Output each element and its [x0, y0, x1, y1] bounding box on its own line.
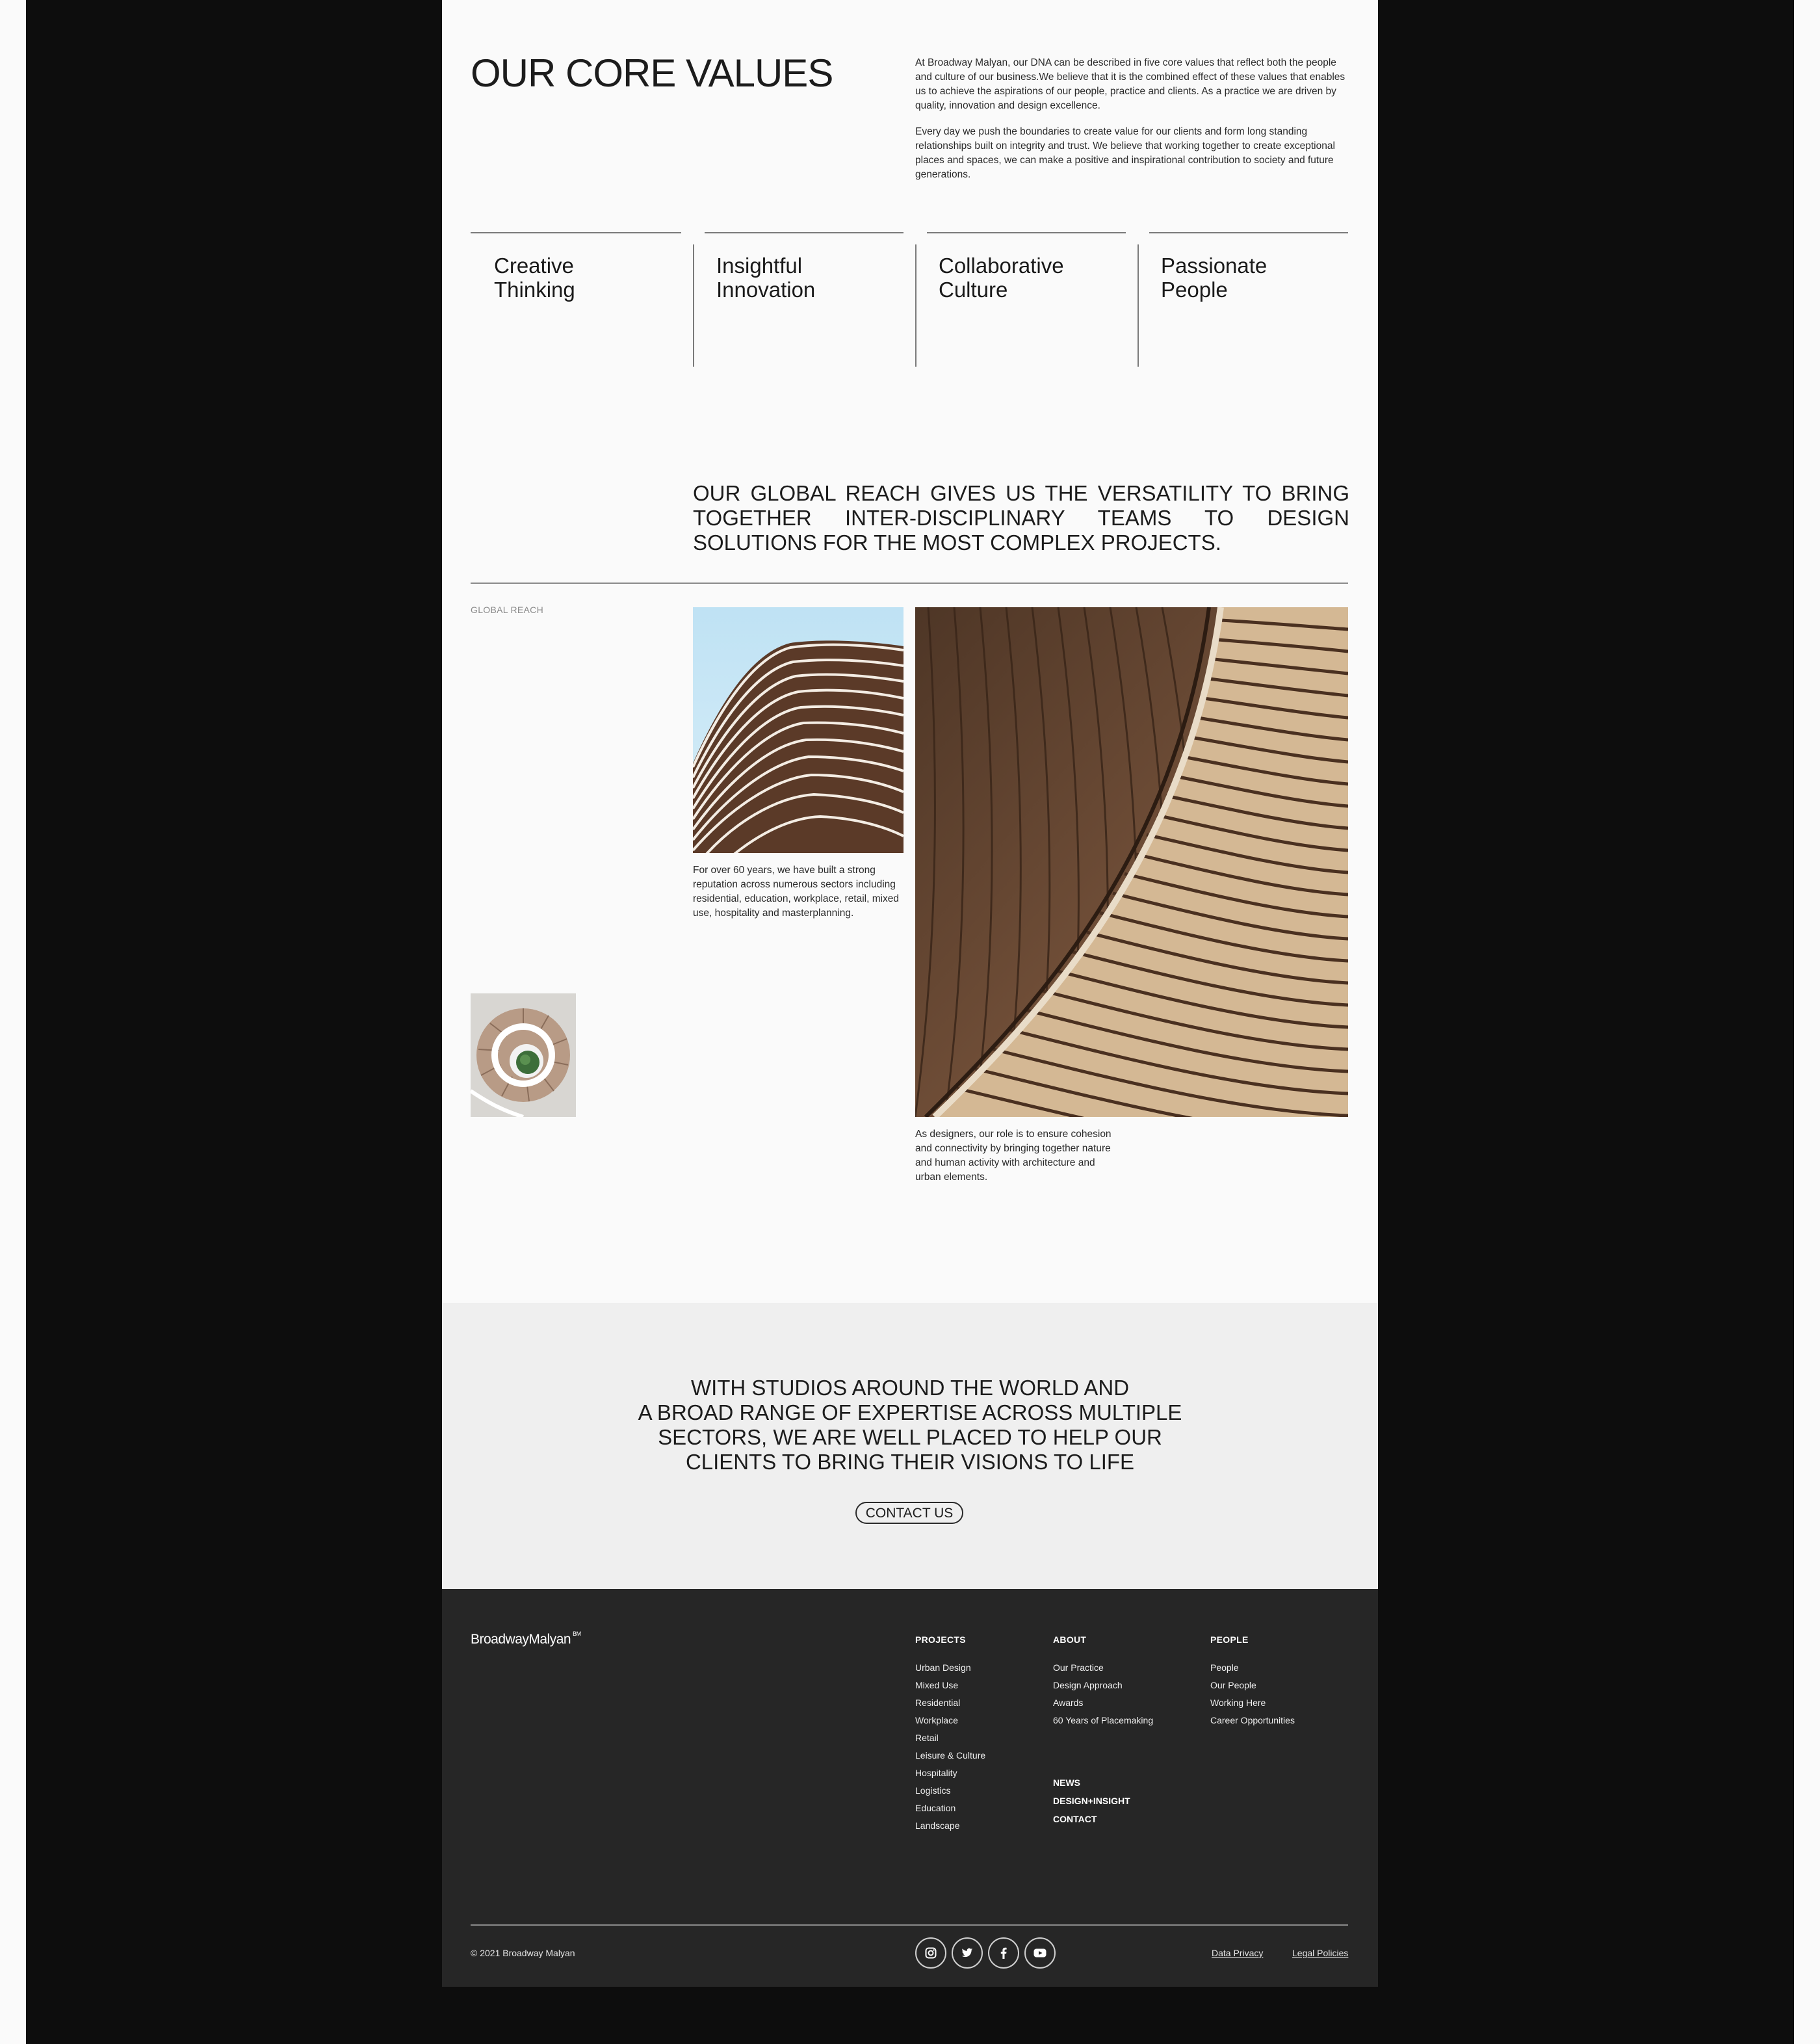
- cta-line: WITH STUDIOS AROUND THE WORLD AND: [690, 1376, 1130, 1400]
- timber-ceiling-photo: [915, 607, 1348, 1117]
- divider: [471, 1924, 1348, 1926]
- footer-link[interactable]: Retail: [915, 1733, 939, 1743]
- divider: [471, 583, 1348, 584]
- footer-link[interactable]: Landscape: [915, 1820, 960, 1831]
- divider: [915, 244, 916, 367]
- intro-paragraph: Every day we push the boundaries to create value for our clients and form long standing relationships built on integrity and trust. We believe that working together to create exceptional places and spaces, we can make a positive and inspirational contribution to society and future generations.: [915, 126, 1335, 180]
- logo[interactable]: [471, 1632, 581, 1647]
- footer-link-contact[interactable]: CONTACT: [1053, 1814, 1097, 1824]
- section-label: GLOBAL REACH: [471, 605, 544, 615]
- contact-us-button[interactable]: CONTACT US: [855, 1502, 963, 1524]
- divider: [927, 232, 1126, 233]
- footer-about-column: [1053, 1634, 1153, 1828]
- footer-link[interactable]: Logistics: [915, 1785, 951, 1796]
- footer-projects-column: [915, 1634, 985, 1835]
- footer-link[interactable]: Career Opportunities: [1210, 1715, 1295, 1725]
- footer-link[interactable]: 60 Years of Placemaking: [1053, 1715, 1154, 1725]
- footer-link[interactable]: People: [1210, 1662, 1239, 1673]
- footer: [442, 1589, 1378, 1987]
- global-reach-quote: OUR GLOBAL REACH GIVES US THE VERSATILITY TO BRING TOGETHER INTER-DISCIPLINARY TEAMS TO DESIGN SOLUTIONS FOR THE MOST COMPLEX PROJECTS.: [693, 481, 1349, 555]
- youtube-button[interactable]: [1024, 1937, 1056, 1969]
- value-collaborative-culture: Collaborative Culture: [939, 254, 1064, 302]
- divider: [471, 232, 681, 233]
- legal-policies-link[interactable]: Legal Policies: [1292, 1948, 1349, 1958]
- caption: As designers, our role is to ensure cohesion and connectivity by bringing together nature and human activity with architecture and urban elements.: [915, 1129, 1112, 1183]
- intro-paragraph: At Broadway Malyan, our DNA can be described in five core values that reflect both the people and culture of our business.We believe that it is the combined effect of these values that enables us to achieve the aspirations of our people, practice and clients. As a practice we are driven by quality, innovation and design excellence.: [915, 57, 1346, 111]
- footer-link[interactable]: Residential: [915, 1697, 961, 1708]
- logo-text: BroadwayMalyan: [471, 1632, 571, 1647]
- footer-heading-people[interactable]: PEOPLE: [1210, 1634, 1249, 1645]
- logo-mark: BM: [573, 1631, 581, 1637]
- caption: For over 60 years, we have built a strong reputation across numerous sectors including residential, education, workplace, retail, mixed use, hospitality and masterplanning.: [693, 865, 900, 919]
- cta-line: SECTORS, WE ARE WELL PLACED TO HELP OUR: [658, 1425, 1162, 1449]
- footer-link[interactable]: Leisure & Culture: [915, 1750, 986, 1761]
- divider: [705, 232, 904, 233]
- footer-link-news[interactable]: NEWS: [1053, 1777, 1080, 1788]
- instagram-icon: [925, 1947, 937, 1959]
- cta-line: A BROAD RANGE OF EXPERTISE ACROSS MULTIPLE: [638, 1400, 1182, 1424]
- footer-link[interactable]: Design Approach: [1053, 1680, 1123, 1690]
- footer-link[interactable]: Our Practice: [1053, 1662, 1104, 1673]
- footer-heading-projects[interactable]: PROJECTS: [915, 1634, 966, 1645]
- footer-link[interactable]: Working Here: [1210, 1697, 1266, 1708]
- value-insightful-innovation: Insightful Innovation: [716, 254, 816, 302]
- core-values-title: OUR CORE VALUES: [471, 51, 833, 95]
- twitter-button[interactable]: [952, 1937, 983, 1969]
- footer-link[interactable]: Urban Design: [915, 1662, 971, 1673]
- footer-link[interactable]: Mixed Use: [915, 1680, 959, 1690]
- youtube-icon: [1034, 1948, 1046, 1958]
- building-photo: [693, 607, 904, 853]
- footer-link[interactable]: Hospitality: [915, 1768, 957, 1778]
- page: [442, 0, 1378, 1987]
- footer-link[interactable]: Our People: [1210, 1680, 1256, 1690]
- copyright: © 2021 Broadway Malyan: [471, 1948, 575, 1958]
- facebook-icon: [1000, 1947, 1007, 1959]
- divider: [1149, 232, 1348, 233]
- value-creative-thinking: Creative Thinking: [494, 254, 575, 302]
- cta-line: CLIENTS TO BRING THEIR VISIONS TO LIFE: [685, 1450, 1135, 1474]
- cta-heading: [442, 1376, 1378, 1474]
- twitter-icon: [961, 1948, 973, 1958]
- footer-link[interactable]: Education: [915, 1803, 956, 1813]
- facebook-button[interactable]: [988, 1937, 1019, 1969]
- spiral-staircase-photo: [471, 993, 576, 1117]
- divider: [1138, 244, 1139, 367]
- footer-link[interactable]: Awards: [1053, 1697, 1084, 1708]
- data-privacy-link[interactable]: Data Privacy: [1212, 1948, 1264, 1958]
- instagram-button[interactable]: [915, 1937, 946, 1969]
- footer-link[interactable]: Workplace: [915, 1715, 958, 1725]
- value-passionate-people: Passionate People: [1161, 254, 1268, 302]
- footer-heading-about[interactable]: ABOUT: [1053, 1634, 1087, 1645]
- footer-people-column: [1210, 1634, 1295, 1729]
- divider: [693, 244, 694, 367]
- footer-link-design-insight[interactable]: DESIGN+INSIGHT: [1053, 1796, 1130, 1806]
- core-values-intro: [915, 56, 1351, 194]
